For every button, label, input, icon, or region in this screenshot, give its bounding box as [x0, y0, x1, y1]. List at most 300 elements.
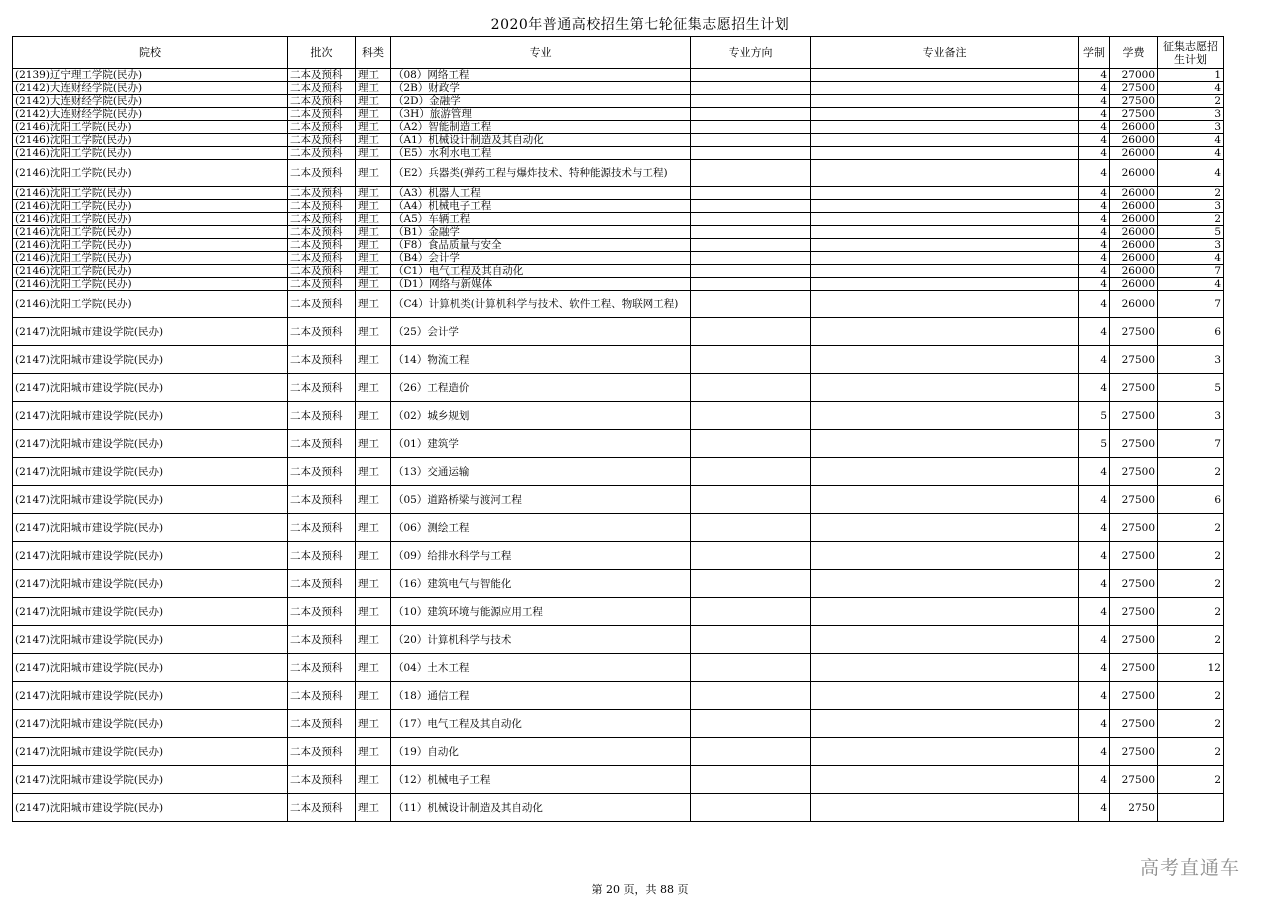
cell-batch: 二本及预科 [288, 570, 356, 598]
cell-school: (2147)沈阳城市建设学院(民办) [13, 458, 288, 486]
cell-fee: 26000 [1110, 213, 1158, 226]
header-school: 院校 [13, 37, 288, 69]
cell-fee: 27500 [1110, 318, 1158, 346]
cell-fee: 26000 [1110, 226, 1158, 239]
table-row [13, 252, 1224, 265]
cell-remark [811, 187, 1079, 200]
cell-major: （26）工程造价 [391, 374, 691, 402]
page-footer: 第 20 页，共 88 页 [591, 883, 689, 896]
cell-direction [691, 278, 811, 291]
cell-batch: 二本及预科 [288, 134, 356, 147]
cell-direction [691, 794, 811, 822]
cell-major: （2D）金融学 [391, 95, 691, 108]
table-row [13, 108, 1224, 121]
cell-major: （D1）网络与新媒体 [391, 278, 691, 291]
cell-plan: 4 [1158, 160, 1224, 187]
cell-fee: 27500 [1110, 486, 1158, 514]
cell-direction [691, 598, 811, 626]
cell-category: 理工 [356, 82, 391, 95]
table-body [13, 69, 1224, 822]
cell-major: （3H）旅游管理 [391, 108, 691, 121]
cell-category: 理工 [356, 402, 391, 430]
cell-duration: 4 [1079, 570, 1110, 598]
cell-batch: 二本及预科 [288, 82, 356, 95]
cell-duration: 4 [1079, 738, 1110, 766]
cell-direction [691, 318, 811, 346]
cell-major: （04）土木工程 [391, 654, 691, 682]
cell-major: （2B）财政学 [391, 82, 691, 95]
cell-batch: 二本及预科 [288, 626, 356, 654]
cell-school: (2147)沈阳城市建设学院(民办) [13, 794, 288, 822]
cell-batch: 二本及预科 [288, 108, 356, 121]
cell-batch: 二本及预科 [288, 147, 356, 160]
cell-batch: 二本及预科 [288, 121, 356, 134]
cell-fee: 26000 [1110, 134, 1158, 147]
cell-remark [811, 213, 1079, 226]
header-direction: 专业方向 [691, 37, 811, 69]
cell-duration: 4 [1079, 187, 1110, 200]
table-row [13, 654, 1224, 682]
cell-category: 理工 [356, 278, 391, 291]
cell-major: （A5）车辆工程 [391, 213, 691, 226]
table-row [13, 278, 1224, 291]
cell-plan [1158, 794, 1224, 822]
cell-fee: 26000 [1110, 278, 1158, 291]
cell-plan: 2 [1158, 542, 1224, 570]
header-remark: 专业备注 [811, 37, 1079, 69]
cell-fee: 27500 [1110, 346, 1158, 374]
cell-direction [691, 291, 811, 318]
cell-plan: 12 [1158, 654, 1224, 682]
cell-category: 理工 [356, 626, 391, 654]
cell-batch: 二本及预科 [288, 430, 356, 458]
cell-duration: 4 [1079, 213, 1110, 226]
cell-duration: 4 [1079, 278, 1110, 291]
cell-remark [811, 239, 1079, 252]
cell-direction [691, 121, 811, 134]
cell-major: （10）建筑环境与能源应用工程 [391, 598, 691, 626]
cell-plan: 2 [1158, 626, 1224, 654]
cell-school: (2147)沈阳城市建设学院(民办) [13, 318, 288, 346]
cell-duration: 5 [1079, 402, 1110, 430]
cell-remark [811, 69, 1079, 82]
cell-remark [811, 121, 1079, 134]
cell-duration: 4 [1079, 682, 1110, 710]
cell-fee: 27500 [1110, 738, 1158, 766]
cell-fee: 26000 [1110, 187, 1158, 200]
cell-major: （B1）金融学 [391, 226, 691, 239]
cell-fee: 27500 [1110, 108, 1158, 121]
table-row [13, 160, 1224, 187]
watermark-logo: 高考直通车 [1140, 857, 1241, 879]
cell-school: (2147)沈阳城市建设学院(民办) [13, 738, 288, 766]
header-major: 专业 [391, 37, 691, 69]
cell-fee: 26000 [1110, 121, 1158, 134]
cell-category: 理工 [356, 160, 391, 187]
cell-direction [691, 134, 811, 147]
table-row [13, 147, 1224, 160]
table-row [13, 374, 1224, 402]
cell-plan: 7 [1158, 430, 1224, 458]
cell-remark [811, 458, 1079, 486]
cell-remark [811, 82, 1079, 95]
cell-direction [691, 187, 811, 200]
table-row [13, 542, 1224, 570]
cell-school: (2139)辽宁理工学院(民办) [13, 69, 288, 82]
cell-duration: 4 [1079, 542, 1110, 570]
cell-plan: 2 [1158, 187, 1224, 200]
cell-category: 理工 [356, 514, 391, 542]
cell-duration: 4 [1079, 200, 1110, 213]
cell-direction [691, 458, 811, 486]
cell-school: (2142)大连财经学院(民办) [13, 95, 288, 108]
cell-fee: 26000 [1110, 252, 1158, 265]
cell-direction [691, 82, 811, 95]
cell-batch: 二本及预科 [288, 514, 356, 542]
cell-fee: 27500 [1110, 82, 1158, 95]
cell-school: (2147)沈阳城市建设学院(民办) [13, 486, 288, 514]
cell-school: (2147)沈阳城市建设学院(民办) [13, 766, 288, 794]
cell-fee: 26000 [1110, 147, 1158, 160]
table-row [13, 265, 1224, 278]
cell-major: （12）机械电子工程 [391, 766, 691, 794]
cell-plan: 3 [1158, 402, 1224, 430]
table-row [13, 626, 1224, 654]
cell-batch: 二本及预科 [288, 291, 356, 318]
table-row [13, 710, 1224, 738]
cell-duration: 4 [1079, 239, 1110, 252]
cell-batch: 二本及预科 [288, 542, 356, 570]
cell-direction [691, 252, 811, 265]
cell-fee: 27500 [1110, 570, 1158, 598]
cell-school: (2147)沈阳城市建设学院(民办) [13, 374, 288, 402]
cell-batch: 二本及预科 [288, 766, 356, 794]
cell-plan: 3 [1158, 200, 1224, 213]
cell-duration: 5 [1079, 430, 1110, 458]
cell-fee: 27500 [1110, 766, 1158, 794]
cell-school: (2147)沈阳城市建设学院(民办) [13, 654, 288, 682]
table-row [13, 213, 1224, 226]
cell-category: 理工 [356, 213, 391, 226]
cell-batch: 二本及预科 [288, 402, 356, 430]
cell-major: （09）给排水科学与工程 [391, 542, 691, 570]
cell-school: (2146)沈阳工学院(民办) [13, 265, 288, 278]
cell-major: （C1）电气工程及其自动化 [391, 265, 691, 278]
cell-category: 理工 [356, 200, 391, 213]
cell-remark [811, 252, 1079, 265]
cell-duration: 4 [1079, 160, 1110, 187]
table-row [13, 402, 1224, 430]
cell-fee: 26000 [1110, 291, 1158, 318]
cell-plan: 2 [1158, 514, 1224, 542]
cell-batch: 二本及预科 [288, 69, 356, 82]
cell-fee: 27500 [1110, 458, 1158, 486]
cell-duration: 4 [1079, 82, 1110, 95]
cell-major: （A1）机械设计制造及其自动化 [391, 134, 691, 147]
cell-duration: 4 [1079, 514, 1110, 542]
cell-plan: 5 [1158, 374, 1224, 402]
cell-plan: 5 [1158, 226, 1224, 239]
table-row [13, 226, 1224, 239]
cell-school: (2142)大连财经学院(民办) [13, 108, 288, 121]
cell-plan: 6 [1158, 486, 1224, 514]
cell-fee: 27500 [1110, 514, 1158, 542]
cell-major: （E5）水利水电工程 [391, 147, 691, 160]
table-row [13, 95, 1224, 108]
cell-duration: 4 [1079, 252, 1110, 265]
cell-direction [691, 486, 811, 514]
table-row [13, 570, 1224, 598]
cell-batch: 二本及预科 [288, 598, 356, 626]
cell-direction [691, 226, 811, 239]
cell-duration: 4 [1079, 346, 1110, 374]
cell-school: (2147)沈阳城市建设学院(民办) [13, 514, 288, 542]
cell-remark [811, 95, 1079, 108]
cell-remark [811, 291, 1079, 318]
cell-remark [811, 134, 1079, 147]
cell-school: (2147)沈阳城市建设学院(民办) [13, 430, 288, 458]
cell-fee: 27500 [1110, 430, 1158, 458]
cell-batch: 二本及预科 [288, 239, 356, 252]
header-batch: 批次 [288, 37, 356, 69]
cell-remark [811, 318, 1079, 346]
cell-category: 理工 [356, 542, 391, 570]
cell-remark [811, 654, 1079, 682]
cell-fee: 27500 [1110, 626, 1158, 654]
cell-school: (2147)沈阳城市建设学院(民办) [13, 682, 288, 710]
cell-duration: 4 [1079, 766, 1110, 794]
cell-plan: 2 [1158, 682, 1224, 710]
cell-batch: 二本及预科 [288, 458, 356, 486]
cell-fee: 27500 [1110, 374, 1158, 402]
cell-major: （C4）计算机类(计算机科学与技术、软件工程、物联网工程) [391, 291, 691, 318]
cell-batch: 二本及预科 [288, 278, 356, 291]
cell-category: 理工 [356, 134, 391, 147]
cell-school: (2146)沈阳工学院(民办) [13, 121, 288, 134]
cell-major: （14）物流工程 [391, 346, 691, 374]
cell-category: 理工 [356, 682, 391, 710]
document-title: 2020年普通高校招生第七轮征集志愿招生计划 [490, 17, 790, 33]
cell-major: （02）城乡规划 [391, 402, 691, 430]
cell-batch: 二本及预科 [288, 252, 356, 265]
cell-fee: 26000 [1110, 160, 1158, 187]
cell-major: （20）计算机科学与技术 [391, 626, 691, 654]
table-header-row [13, 37, 1224, 69]
cell-remark [811, 160, 1079, 187]
cell-batch: 二本及预科 [288, 738, 356, 766]
table-row [13, 794, 1224, 822]
cell-duration: 4 [1079, 794, 1110, 822]
enrollment-plan-table [12, 36, 1224, 822]
cell-major: （A2）智能制造工程 [391, 121, 691, 134]
cell-category: 理工 [356, 766, 391, 794]
cell-category: 理工 [356, 226, 391, 239]
cell-school: (2146)沈阳工学院(民办) [13, 278, 288, 291]
cell-fee: 27500 [1110, 95, 1158, 108]
cell-duration: 4 [1079, 265, 1110, 278]
cell-category: 理工 [356, 291, 391, 318]
cell-category: 理工 [356, 187, 391, 200]
cell-category: 理工 [356, 147, 391, 160]
header-duration: 学制 [1079, 37, 1110, 69]
cell-remark [811, 486, 1079, 514]
header-plan: 征集志愿招生计划 [1158, 37, 1224, 69]
cell-duration: 4 [1079, 69, 1110, 82]
cell-duration: 4 [1079, 374, 1110, 402]
cell-plan: 6 [1158, 318, 1224, 346]
cell-school: (2146)沈阳工学院(民办) [13, 187, 288, 200]
cell-major: （01）建筑学 [391, 430, 691, 458]
cell-major: （F8）食品质量与安全 [391, 239, 691, 252]
cell-remark [811, 430, 1079, 458]
cell-category: 理工 [356, 374, 391, 402]
cell-plan: 1 [1158, 69, 1224, 82]
cell-remark [811, 626, 1079, 654]
cell-direction [691, 514, 811, 542]
cell-remark [811, 514, 1079, 542]
cell-major: （06）测绘工程 [391, 514, 691, 542]
cell-remark [811, 265, 1079, 278]
cell-school: (2146)沈阳工学院(民办) [13, 239, 288, 252]
cell-fee: 27500 [1110, 542, 1158, 570]
cell-plan: 2 [1158, 213, 1224, 226]
cell-direction [691, 147, 811, 160]
cell-batch: 二本及预科 [288, 486, 356, 514]
cell-school: (2146)沈阳工学院(民办) [13, 226, 288, 239]
cell-direction [691, 430, 811, 458]
cell-duration: 4 [1079, 710, 1110, 738]
cell-direction [691, 265, 811, 278]
cell-plan: 4 [1158, 252, 1224, 265]
cell-duration: 4 [1079, 134, 1110, 147]
cell-direction [691, 213, 811, 226]
cell-batch: 二本及预科 [288, 200, 356, 213]
cell-direction [691, 738, 811, 766]
cell-remark [811, 147, 1079, 160]
cell-direction [691, 374, 811, 402]
cell-plan: 7 [1158, 291, 1224, 318]
cell-remark [811, 346, 1079, 374]
cell-direction [691, 654, 811, 682]
cell-duration: 4 [1079, 121, 1110, 134]
table-row [13, 82, 1224, 95]
cell-category: 理工 [356, 570, 391, 598]
cell-plan: 2 [1158, 738, 1224, 766]
cell-fee: 26000 [1110, 200, 1158, 213]
cell-school: (2146)沈阳工学院(民办) [13, 291, 288, 318]
table-row [13, 738, 1224, 766]
table-row [13, 69, 1224, 82]
cell-remark [811, 794, 1079, 822]
cell-fee: 26000 [1110, 239, 1158, 252]
cell-direction [691, 95, 811, 108]
cell-remark [811, 710, 1079, 738]
cell-school: (2146)沈阳工学院(民办) [13, 147, 288, 160]
cell-batch: 二本及预科 [288, 160, 356, 187]
cell-batch: 二本及预科 [288, 95, 356, 108]
table-row [13, 318, 1224, 346]
cell-direction [691, 766, 811, 794]
cell-plan: 4 [1158, 278, 1224, 291]
cell-plan: 4 [1158, 134, 1224, 147]
cell-category: 理工 [356, 346, 391, 374]
cell-school: (2146)沈阳工学院(民办) [13, 160, 288, 187]
cell-category: 理工 [356, 794, 391, 822]
cell-school: (2147)沈阳城市建设学院(民办) [13, 570, 288, 598]
cell-duration: 4 [1079, 654, 1110, 682]
cell-school: (2142)大连财经学院(民办) [13, 82, 288, 95]
cell-fee: 27500 [1110, 654, 1158, 682]
cell-duration: 4 [1079, 95, 1110, 108]
cell-remark [811, 278, 1079, 291]
cell-remark [811, 682, 1079, 710]
cell-direction [691, 682, 811, 710]
cell-direction [691, 542, 811, 570]
cell-batch: 二本及预科 [288, 346, 356, 374]
cell-plan: 3 [1158, 346, 1224, 374]
table-row [13, 486, 1224, 514]
table-row [13, 430, 1224, 458]
cell-plan: 3 [1158, 121, 1224, 134]
cell-plan: 4 [1158, 82, 1224, 95]
table-row [13, 239, 1224, 252]
cell-remark [811, 570, 1079, 598]
table-row [13, 187, 1224, 200]
cell-school: (2147)沈阳城市建设学院(民办) [13, 346, 288, 374]
cell-batch: 二本及预科 [288, 265, 356, 278]
cell-major: （11）机械设计制造及其自动化 [391, 794, 691, 822]
table-row [13, 291, 1224, 318]
cell-category: 理工 [356, 239, 391, 252]
cell-category: 理工 [356, 95, 391, 108]
cell-duration: 4 [1079, 108, 1110, 121]
cell-school: (2147)沈阳城市建设学院(民办) [13, 598, 288, 626]
cell-school: (2147)沈阳城市建设学院(民办) [13, 542, 288, 570]
cell-batch: 二本及预科 [288, 213, 356, 226]
cell-category: 理工 [356, 430, 391, 458]
cell-fee: 2750 [1110, 794, 1158, 822]
cell-category: 理工 [356, 458, 391, 486]
cell-remark [811, 108, 1079, 121]
cell-category: 理工 [356, 486, 391, 514]
cell-duration: 4 [1079, 291, 1110, 318]
cell-category: 理工 [356, 252, 391, 265]
cell-duration: 4 [1079, 226, 1110, 239]
cell-major: （17）电气工程及其自动化 [391, 710, 691, 738]
cell-major: （18）通信工程 [391, 682, 691, 710]
cell-category: 理工 [356, 265, 391, 278]
cell-remark [811, 226, 1079, 239]
cell-school: (2146)沈阳工学院(民办) [13, 134, 288, 147]
table-row [13, 200, 1224, 213]
cell-category: 理工 [356, 108, 391, 121]
cell-category: 理工 [356, 738, 391, 766]
table-row [13, 458, 1224, 486]
cell-remark [811, 738, 1079, 766]
cell-remark [811, 200, 1079, 213]
cell-plan: 2 [1158, 458, 1224, 486]
cell-plan: 3 [1158, 108, 1224, 121]
cell-category: 理工 [356, 710, 391, 738]
cell-plan: 2 [1158, 710, 1224, 738]
cell-plan: 4 [1158, 147, 1224, 160]
cell-duration: 4 [1079, 318, 1110, 346]
cell-duration: 4 [1079, 626, 1110, 654]
cell-batch: 二本及预科 [288, 794, 356, 822]
table-row [13, 346, 1224, 374]
cell-remark [811, 766, 1079, 794]
cell-major: （A3）机器人工程 [391, 187, 691, 200]
